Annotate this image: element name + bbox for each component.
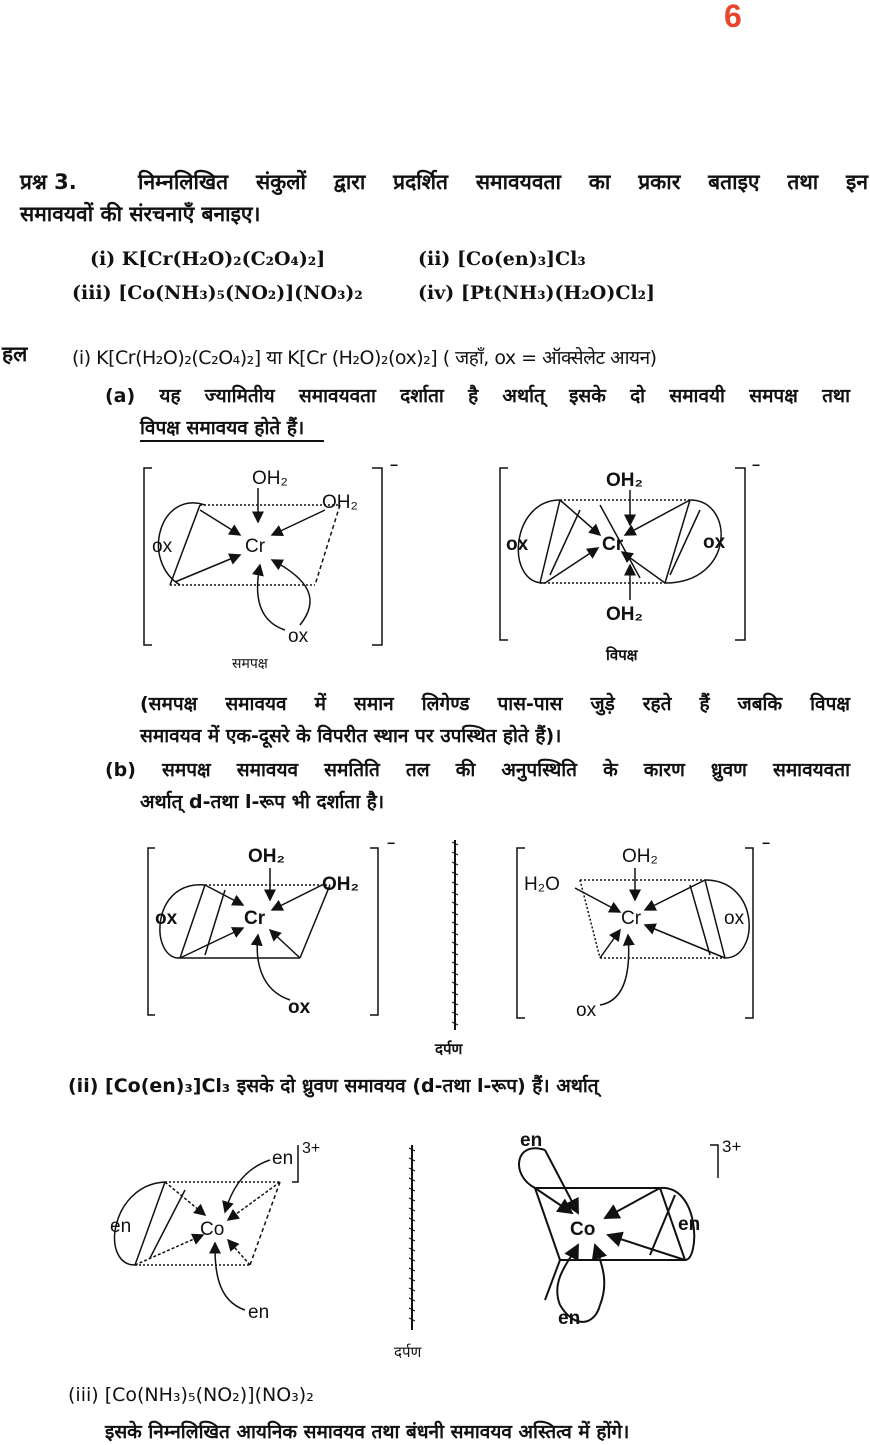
mirror-label: दर्पण: [394, 1344, 422, 1361]
solution-part-ii: (ii) [Co(en)₃]Cl₃ इसके दो ध्रुवण समावयव (d-तथा l-रूप) हैं। अर्थात्: [68, 1075, 599, 1097]
ligand-label-oh2: OH₂: [606, 604, 643, 625]
charge-label: 3+: [722, 1137, 742, 1156]
ligand-label-en: en: [272, 1148, 294, 1169]
metal-label-co: Co: [200, 1219, 225, 1240]
solution-part-iii: (iii) [Co(NH₃)₅(NO₂)](NO₃)₂: [68, 1384, 314, 1406]
question-item-iii: (iii) [Co(NH₃)₅(NO₂)](NO₃)₂: [72, 282, 363, 304]
ligand-label-ox: ox: [703, 532, 726, 553]
page-number: 6: [724, 0, 742, 34]
solution-b-line-1: (b) समपक्ष समावयव समतिति तल की अनुपस्थिति के कारण ध्रुवण समावयवता: [105, 759, 850, 781]
trans-label: विपक्ष: [606, 647, 638, 664]
mirror-1: [452, 840, 458, 1030]
ligand-label-h2o: H₂O: [524, 874, 560, 895]
ligand-label-en: en: [248, 1302, 270, 1323]
ligand-label-oh2: OH₂: [622, 846, 658, 867]
solution-part-i: (i) K[Cr(H₂O)₂(C₂O₄)₂] या K[Cr (H₂O)₂(ox)₂] ( जहाँ, ox = ऑक्सेलेट आयन): [72, 347, 657, 369]
metal-label-cr: Cr: [245, 536, 266, 557]
solution-label: हल: [2, 342, 28, 366]
ligand-label-oh2: OH₂: [606, 470, 643, 491]
metal-label-cr: Cr: [602, 534, 624, 555]
ligand-label-en: en: [520, 1130, 543, 1151]
charge-label: −: [387, 835, 396, 851]
note-line-2: समावयव में एक-दूसरे के विपरीत स्थान पर उपस्थित होते हैं)।: [140, 725, 562, 747]
mirror-label: दर्पण: [435, 1041, 463, 1058]
solution-a-line-2: विपक्ष समावयव होते हैं।: [140, 414, 324, 442]
solution-iii-line-2: इसके निम्नलिखित आयनिक समावयव तथा बंधनी समावयव अस्तित्व में होंगे।: [105, 1421, 630, 1443]
question-line-2: समावयवों की संरचनाएँ बनाइए।: [20, 202, 261, 226]
charge-label: 3+: [302, 1140, 321, 1157]
ligand-label-en: en: [110, 1216, 132, 1237]
note-line-1: (समपक्ष समावयव में समान लिगेण्ड पास-पास जुड़े रहते हैं जबकि विपक्ष: [140, 693, 850, 715]
ligand-label-en: en: [558, 1308, 581, 1329]
ligand-label-oh2: OH₂: [248, 846, 285, 867]
ligand-label-ox: ox: [288, 997, 311, 1018]
question-line-1: निम्नलिखित संकुलों द्वारा प्रदर्शित समावयवता का प्रकार बताइए तथा इन: [138, 170, 868, 194]
solution-a-line-1: (a) यह ज्यामितीय समावयवता दर्शाता है अर्थात् इसके दो समावयी समपक्ष तथा: [105, 385, 850, 407]
question-item-i: (i) K[Cr(H₂O)₂(C₂O₄)₂]: [90, 248, 326, 270]
ligand-label-oh2: OH₂: [322, 874, 359, 895]
solution-b-line-2: अर्थात् d-तथा l-रूप भी दर्शाता है।: [140, 791, 385, 813]
ligand-label-ox: ox: [288, 626, 309, 647]
ligand-label-en: en: [678, 1214, 701, 1235]
metal-label-cr: Cr: [621, 908, 642, 929]
question-item-ii: (ii) [Co(en)₃]Cl₃: [418, 248, 586, 270]
metal-label-cr: Cr: [244, 908, 266, 929]
charge-label: −: [762, 835, 771, 851]
question-item-iv: (iv) [Pt(NH₃)(H₂O)Cl₂]: [418, 282, 655, 304]
question-label: प्रश्न 3.: [20, 170, 77, 194]
ligand-label-ox: ox: [506, 534, 529, 555]
ligand-label-oh2: OH₂: [252, 468, 288, 489]
charge-label: −: [390, 457, 399, 473]
charge-label: −: [752, 457, 761, 473]
ligand-label-ox: ox: [576, 1000, 597, 1021]
cis-label: समपक्ष: [232, 655, 268, 671]
ligand-label-ox: ox: [152, 536, 173, 557]
ligand-label-oh2: OH₂: [322, 492, 358, 513]
metal-label-co: Co: [570, 1219, 596, 1240]
ligand-label-ox: ox: [724, 908, 745, 929]
mirror-2: [409, 1145, 415, 1330]
ligand-label-ox: ox: [155, 908, 178, 929]
